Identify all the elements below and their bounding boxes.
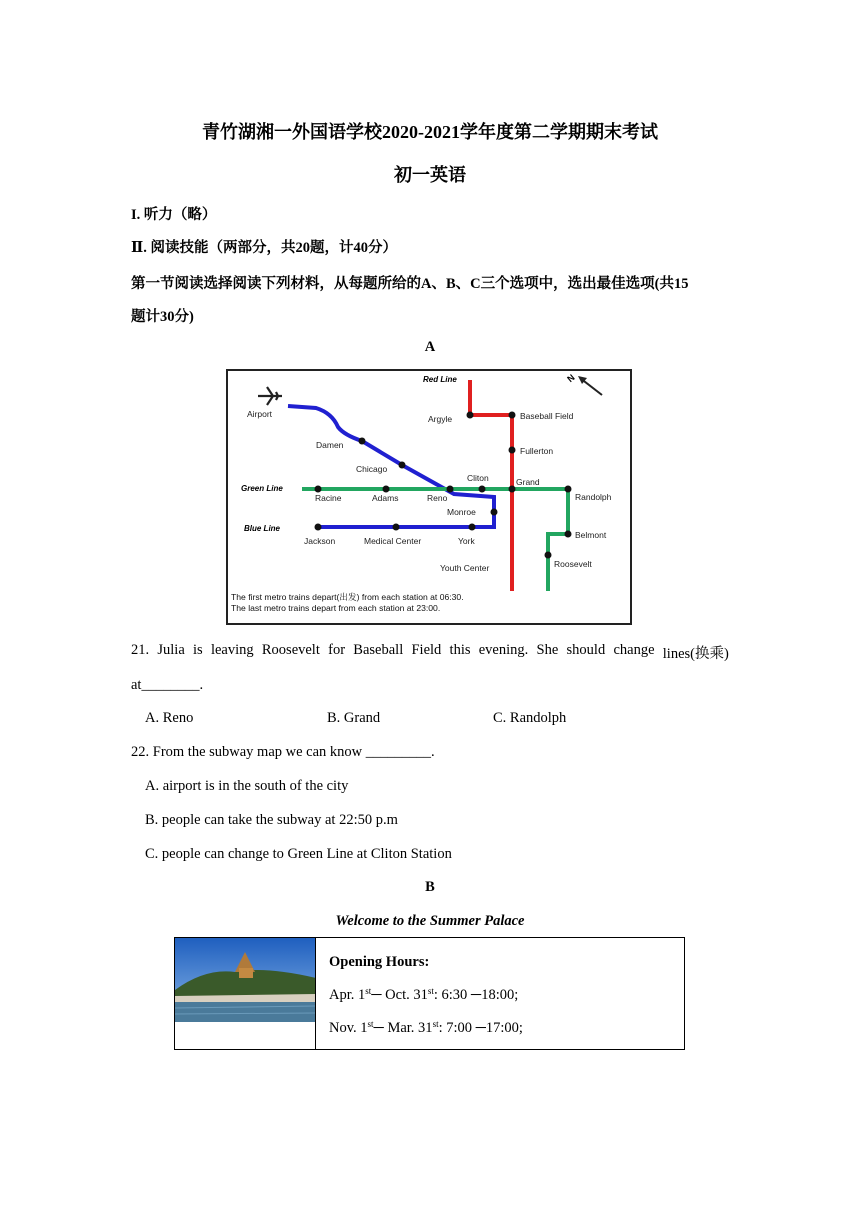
red-line-label: Red Line [423,375,457,384]
station-argyle: Argyle [428,414,453,424]
station-dot-baseball-field [509,412,516,419]
blue-line-label: Blue Line [244,524,281,533]
q21-option-c: C. Randolph [493,710,567,726]
exam-title: 青竹湖湘一外国语学校2020-2021学年度第二学期期末考试 [202,122,658,142]
q21-word: Roosevelt [261,642,320,658]
q21-word: change [613,642,655,658]
map-note-last-train: The last metro trains depart from each station at 23:00. [231,603,441,613]
q21-word: lines(换乘) [662,646,729,662]
station-roosevelt: Roosevelt [554,559,592,569]
station-dot-fullerton [509,447,516,454]
station-dot-belmont [565,531,572,538]
station-dot-jackson [315,524,322,531]
station-dot-medical-center [393,524,400,531]
station-dot-grand [509,486,516,493]
q21-word: this [449,642,471,658]
part1-instruction-line2: 题计30分) [131,309,194,325]
summer-palace-photo [175,938,316,1022]
station-jackson: Jackson [304,536,336,546]
station-medical-center: Medical Center [364,536,422,546]
station-york: York [458,536,475,546]
subway-map [226,369,632,625]
station-randolph: Randolph [575,492,612,502]
station-dot-cliton [479,486,486,493]
passage-a-label: A [424,339,436,355]
q21-word: is [193,642,203,658]
q21-word: leaving [210,642,254,658]
station-dot-randolph [565,486,572,493]
exam-subtitle: 初一英语 [394,165,466,185]
station-reno: Reno [427,493,448,503]
station-adams: Adams [372,493,399,503]
q21-word: Field [411,642,442,658]
station-dot-argyle [467,412,474,419]
green-line-label: Green Line [241,484,283,493]
station-youth-center: Youth Center [440,563,490,573]
question-22-stem: 22. From the subway map we can know _________. [131,744,435,760]
station-dot-chicago [399,462,406,469]
station-dot-york [469,524,476,531]
section-reading: Ⅱ. 阅读技能（两部分，共20题，计40分） [131,240,397,256]
opening-hours-table [174,937,685,1050]
station-dot-roosevelt [545,552,552,559]
question-21-stem [131,642,729,663]
station-dot-damen [359,438,366,445]
section-listening: I. 听力（略） [131,207,217,223]
q21-word: Julia [157,642,185,658]
q22-option-c: C. people can change to Green Line at Cliton Station [145,846,452,862]
table-divider [315,938,316,1049]
q21-word: for [328,642,346,658]
part1-instruction-line1: 第一节阅读选择阅读下列材料，从每题所给的A、B、C三个选项中，选出最佳选项(共15 [131,276,689,292]
q22-option-a: A. airport is in the south of the city [145,778,349,794]
passage-b-label: B [425,879,435,895]
q21-word: should [566,642,606,658]
station-belmont: Belmont [575,530,607,540]
station-grand: Grand [516,477,540,487]
station-dot-monroe [491,509,498,516]
hours-row-nov-mar: Nov. 1st─ Mar. 31st: 7:00 ─17:00; [329,1019,523,1036]
station-chicago: Chicago [356,464,388,474]
station-damen: Damen [316,440,344,450]
station-airport: Airport [247,409,273,419]
station-dot-racine [315,486,322,493]
q21-option-b: B. Grand [327,710,381,726]
map-note-first-train: The first metro trains depart(出发) from each station at 06:30. [231,592,464,602]
q21-word: evening. [478,642,529,658]
q21-word: She [536,642,559,658]
q22-option-b: B. people can take the subway at 22:50 p.m [145,812,398,828]
station-fullerton: Fullerton [520,446,554,456]
question-21-blank-line: at________. [131,677,204,693]
q21-option-a: A. Reno [145,710,194,726]
station-monroe: Monroe [447,507,476,517]
q21-word: 21. [131,642,150,658]
station-racine: Racine [315,493,342,503]
q21-word: Baseball [353,642,404,658]
station-baseball-field: Baseball Field [520,411,574,421]
compass-label: N [565,372,577,385]
station-dot-adams [383,486,390,493]
hours-row-apr-oct: Apr. 1st─ Oct. 31st: 6:30 ─18:00; [329,986,519,1003]
station-cliton: Cliton [467,473,489,483]
passage-b-title: Welcome to the Summer Palace [335,913,525,929]
opening-hours-label: Opening Hours: [329,954,430,970]
station-dot-reno [447,486,454,493]
